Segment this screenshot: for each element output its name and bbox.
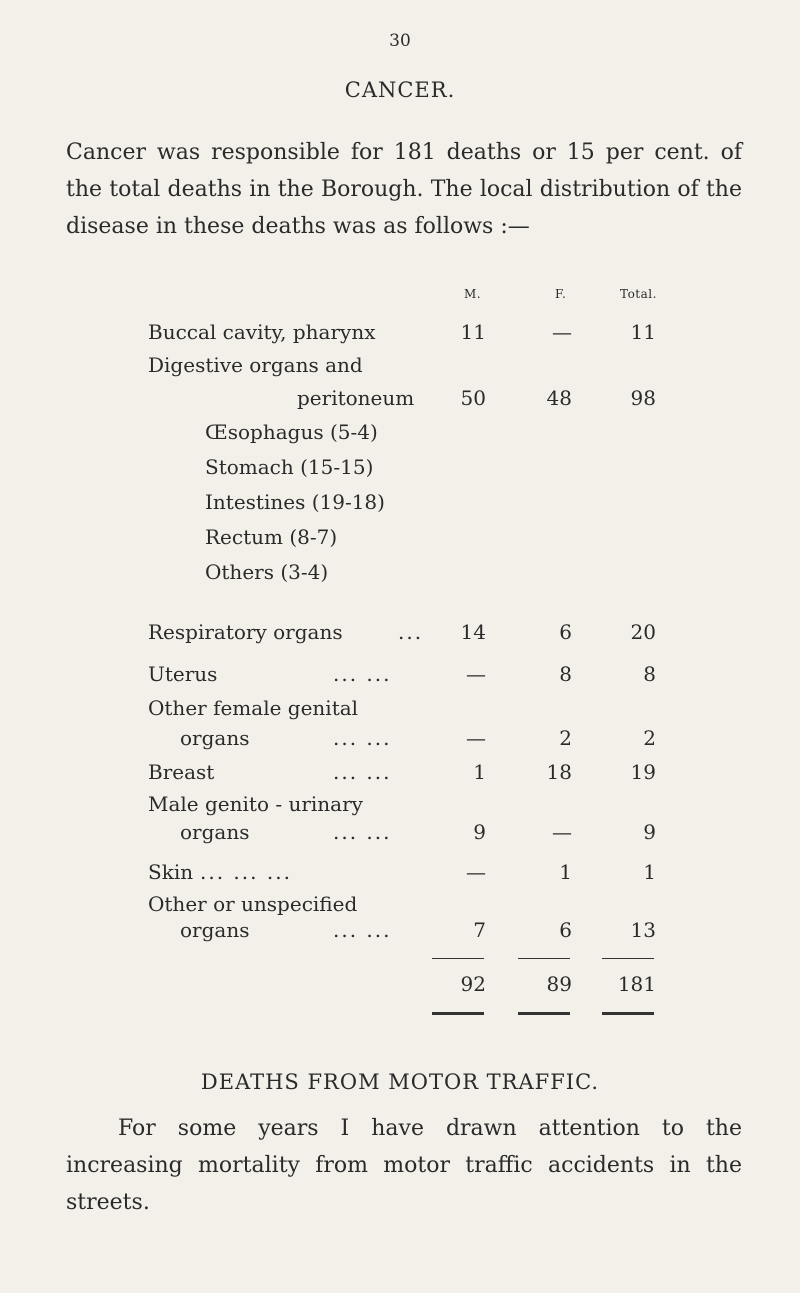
- cell-m: —: [466, 860, 486, 884]
- total-m: 92: [460, 972, 486, 996]
- row-label-cont: organs: [180, 918, 250, 942]
- cell-m: 50: [460, 386, 486, 410]
- row-label: Breast: [148, 760, 215, 784]
- sub-label: Œsophagus (5-4): [205, 420, 378, 444]
- leader-dots: ... ...: [333, 662, 392, 686]
- cell-total: 20: [630, 620, 656, 644]
- cell-total: 2: [643, 726, 656, 750]
- intro-paragraph: [66, 134, 742, 245]
- row-label-cont: organs: [180, 820, 250, 844]
- cell-m: 14: [460, 620, 486, 644]
- sub-row: [0, 560, 800, 600]
- table-row: [0, 620, 800, 660]
- cell-f: —: [552, 320, 572, 344]
- sum-rule: [602, 958, 654, 959]
- sub-label: Stomach (15-15): [205, 455, 374, 479]
- section-heading: DEATHS FROM MOTOR TRAFFIC.: [200, 1070, 600, 1094]
- total-all: 181: [617, 972, 656, 996]
- row-label: Uterus: [148, 662, 218, 686]
- total-underline: [602, 1012, 654, 1015]
- cell-m: 1: [473, 760, 486, 784]
- cell-total: 98: [630, 386, 656, 410]
- cell-f: —: [552, 820, 572, 844]
- sub-row: [0, 490, 800, 530]
- intro-text: Cancer was responsible for 181 deaths or 15 per cent. of the total deaths in the Borough. The local distribution of the disease in these deaths was as follows :—: [66, 140, 742, 239]
- table-row-continued: [0, 820, 800, 860]
- sub-label: Intestines (19-18): [205, 490, 385, 514]
- cell-total: 1: [643, 860, 656, 884]
- cell-total: 13: [630, 918, 656, 942]
- row-label: Digestive organs and: [148, 353, 363, 377]
- leader-dots: ...: [398, 620, 424, 644]
- header-total: Total.: [620, 287, 657, 301]
- cell-f: 2: [559, 726, 572, 750]
- sub-row: [0, 525, 800, 565]
- total-underline: [432, 1012, 484, 1015]
- sub-row: [0, 455, 800, 495]
- cell-f: 6: [559, 918, 572, 942]
- row-label: Male genito - urinary: [148, 792, 363, 816]
- row-label: Other female genital: [148, 696, 359, 720]
- cell-f: 8: [559, 662, 572, 686]
- section-text: For some years I have drawn attention to the increasing mortality from motor traffic accidents in the streets.: [66, 1116, 742, 1215]
- section-paragraph: [66, 1110, 742, 1221]
- cell-total: 11: [630, 320, 656, 344]
- table-row-continued: [0, 918, 800, 958]
- cell-total: 19: [630, 760, 656, 784]
- cell-f: 48: [546, 386, 572, 410]
- cell-total: 8: [643, 662, 656, 686]
- sum-rule: [432, 958, 484, 959]
- cell-m: —: [466, 662, 486, 686]
- leader-dots: ... ... ...: [200, 860, 292, 884]
- leader-dots: ... ...: [333, 820, 392, 844]
- sub-label: Rectum (8-7): [205, 525, 338, 549]
- row-label: Other or unspecified: [148, 892, 358, 916]
- cell-m: 9: [473, 820, 486, 844]
- header-m: M.: [464, 287, 482, 301]
- cell-total: 9: [643, 820, 656, 844]
- cell-m: 7: [473, 918, 486, 942]
- row-label: Buccal cavity, pharynx: [148, 320, 376, 344]
- total-underline: [518, 1012, 570, 1015]
- cell-m: —: [466, 726, 486, 750]
- row-label-cont: peritoneum: [297, 386, 415, 410]
- leader-dots: ... ...: [333, 726, 392, 750]
- totals-row: [0, 972, 800, 1012]
- cell-f: 1: [559, 860, 572, 884]
- cell-f: 6: [559, 620, 572, 644]
- sub-label: Others (3-4): [205, 560, 329, 584]
- leader-dots: ... ...: [333, 760, 392, 784]
- sub-row: [0, 420, 800, 460]
- cell-f: 18: [546, 760, 572, 784]
- row-label: Skin: [148, 860, 194, 884]
- sum-rule: [518, 958, 570, 959]
- page-title: CANCER.: [344, 78, 456, 102]
- header-f: F.: [555, 287, 567, 301]
- total-f: 89: [546, 972, 572, 996]
- leader-dots: ... ...: [333, 918, 392, 942]
- row-label-cont: organs: [180, 726, 250, 750]
- page-number: 30: [389, 31, 411, 51]
- cell-m: 11: [460, 320, 486, 344]
- row-label: Respiratory organs: [148, 620, 343, 644]
